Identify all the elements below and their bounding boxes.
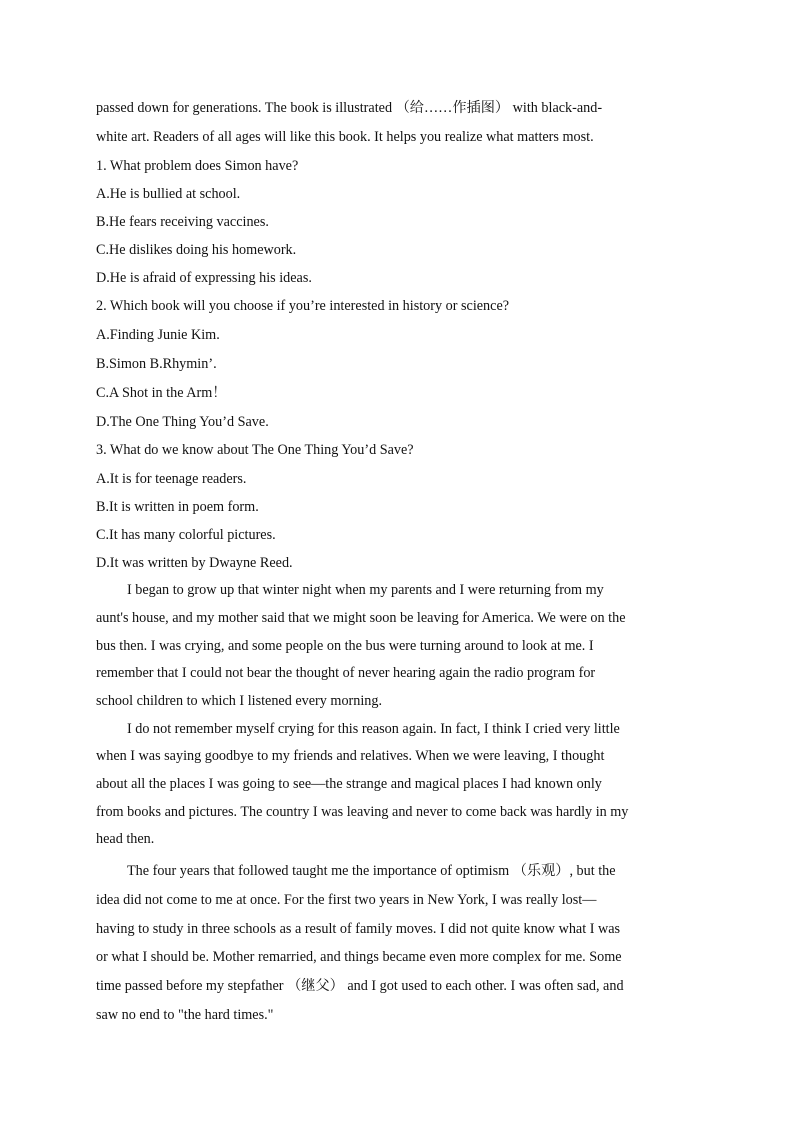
paragraph-line: remember that I could not bear the thought of never hearing again the radio program for	[96, 665, 596, 682]
intro-line: passed down for generations. The book is illustrated （给……作插图） with black-and-	[96, 100, 603, 116]
option-c: C.He dislikes doing his homework.	[96, 242, 297, 259]
question-stem: 1. What problem does Simon have?	[96, 157, 299, 174]
paragraph-line: about all the places I was going to see—the strange and magical places I had known only	[96, 775, 602, 792]
paragraph-line: school children to which I listened every morning.	[96, 692, 383, 709]
paragraph-line: bus then. I was crying, and some people on the bus were turning around to look at me. I	[96, 637, 594, 654]
passage-paragraph-3	[96, 857, 700, 1030]
intro-line: white art. Readers of all ages will like this book. It helps you realize what matters most.	[96, 128, 594, 145]
paragraph-line: The four years that followed taught me the importance of optimism （乐观）, but the	[127, 863, 616, 880]
question-1	[96, 152, 700, 293]
option-b: B.Simon B.Rhymin’.	[96, 355, 217, 372]
option-d: D.It was written by Dwayne Reed.	[96, 555, 293, 572]
paragraph-line: when I was saying goodbye to my friends and relatives. When we were leaving, I thought	[96, 748, 605, 765]
question-stem: 2. Which book will you choose if you’re interested in history or science?	[96, 298, 510, 315]
option-b: B.He fears receiving vaccines.	[96, 214, 269, 231]
paragraph-line: I began to grow up that winter night when my parents and I were returning from my	[127, 582, 604, 599]
paragraph-line: I do not remember myself crying for this reason again. In fact, I think I cried very little	[127, 720, 620, 737]
document-body	[96, 94, 700, 1030]
paragraph-line: time passed before my stepfather （继父） and I got used to each other. I was often sad, and	[96, 978, 624, 995]
option-b: B.It is written in poem form.	[96, 499, 259, 516]
option-a: A.Finding Junie Kim.	[96, 327, 220, 344]
question-2	[96, 292, 700, 436]
question-stem: 3. What do we know about The One Thing You’d Save?	[96, 442, 414, 459]
passage-paragraph-2	[96, 716, 700, 854]
paragraph-line: idea did not come to me at once. For the first two years in New York, I was really lost—	[96, 891, 597, 908]
passage-paragraph-1	[96, 577, 700, 715]
paragraph-line: or what I should be. Mother remarried, and things became even more complex for me. Some	[96, 949, 622, 966]
paragraph-line: aunt's house, and my mother said that we might soon be leaving for America. We were on the	[96, 609, 626, 626]
option-a: A.He is bullied at school.	[96, 186, 241, 203]
option-c: C.A Shot in the Arm！	[96, 384, 227, 401]
option-d: D.He is afraid of expressing his ideas.	[96, 270, 312, 287]
paragraph-line: from books and pictures. The country I was leaving and never to come back was hardly in my	[96, 803, 629, 820]
option-a: A.It is for teenage readers.	[96, 471, 247, 488]
paragraph-line: having to study in three schools as a result of family moves. I did not quite know what I was	[96, 920, 621, 937]
question-3	[96, 436, 700, 577]
option-c: C.It has many colorful pictures.	[96, 527, 276, 544]
paragraph-line: saw no end to "the hard times."	[96, 1007, 274, 1024]
option-d: D.The One Thing You’d Save.	[96, 413, 269, 430]
paragraph-line: head then.	[96, 831, 155, 848]
